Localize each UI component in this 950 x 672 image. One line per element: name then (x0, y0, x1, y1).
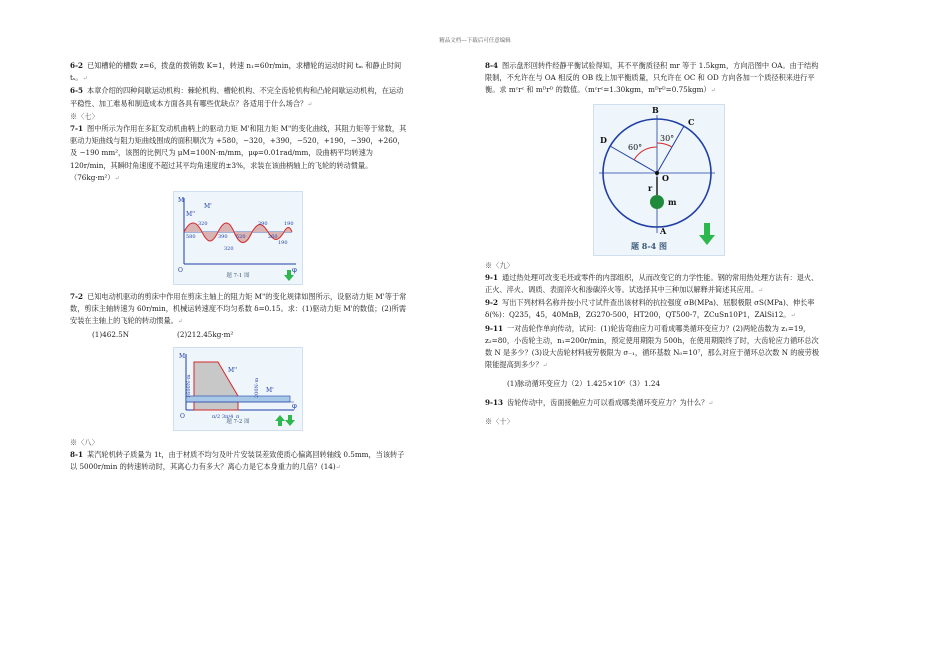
value-mid-1: 580 (186, 234, 196, 241)
tick-pi: π (236, 413, 240, 420)
question-9-11: 9-11 一对齿轮作单向传动，试问：(1)轮齿弯曲应力可看成哪类循环变应力？(2)两轮齿数为 z₁=19，z₂=80，小齿轮主动，n₁=200r/min，预定使用期限为 500h，在使用期限终了时，大齿轮应力循环总次数 N 是多少？(3)设大齿轮材料疲劳极限为 σ₋₁，循环基数 N₀=10⁷，那么对应于循环总次数 N 的疲劳极限能提高到多少？↵ (485, 323, 820, 370)
question-7-2: 7-2 已知电动机驱动的剪床中作用在剪床主轴上的阻力矩 M"的变化规律如图所示，设驱动力矩 M'等于常数，剪床主轴转速为 60r/min，机械运转速度不均匀系数 δ=0.15。求：(1)驱动力矩 M'的数值；(2)所需安装在主轴上的飞轮的转动惯量。↵ (70, 292, 407, 326)
section-10: ※〈十〉 (485, 416, 514, 426)
answer-7-2: (1)462.5N (2)212.45kg·m² (92, 329, 234, 339)
page-header: 精品文档---下载后可任意编辑 (439, 38, 511, 44)
right-column (485, 60, 825, 428)
question-6-5: 6-5 本章介绍的四种间歇运动机构：棘轮机构、槽轮机构、不完全齿轮机构和凸轮间歇运动机构，在运动平稳性、加工难易和制造成本方面各具有哪些优缺点？各适用于什么场合？↵ (70, 86, 404, 108)
label-A: A (660, 225, 667, 236)
label-O: O (662, 172, 669, 183)
value-top-1: 320 (198, 221, 208, 228)
label-m: m (668, 196, 677, 207)
tick-3pi-over-4: 3π/4 (222, 413, 234, 420)
drive-torque-band (186, 396, 290, 402)
axis-label-phi: φ (292, 266, 297, 275)
question-8-1: 8-1 某汽轮机转子质量为 1t，由于材质不均匀及叶片安装误差致使质心偏离回转轴线 0.5mm，当该转子以 5000r/min 的转速转动时，其离心力有多大？离心力是它本身重力的几倍？(14)↵ (70, 450, 405, 472)
label-r: r (648, 182, 653, 193)
figure-7-1-caption: 题 7-1 图 (226, 272, 250, 279)
value-mid-4: 260 (268, 234, 278, 241)
question-9-1: 9-1 通过热处理可改变毛坯或零件的内部组织，从而改变它的力学性能。钢的常用热处理方法有：退火、正火、淬火、调质、表面淬火和渗碳淬火等。试选择其中三种加以解释并简述其应用。↵ (485, 272, 819, 295)
origin-label: O (178, 267, 183, 275)
value-mid-2: 390 (218, 234, 228, 241)
figure-7-2 (173, 347, 303, 431)
question-7-1: 7-1 图中所示为作用在多缸发动机曲柄上的驱动力矩 M'和阻力矩 M"的变化曲线，其阻力矩等于常数，其驱动力矩曲线与阻力矩曲线围成的面积顺次为 +580，−320，+390，−520，+190，−390，+260，及 −190 mm²，该图的比例尺为 μM=100N·m/mm，μφ=0.01rad/mm，设曲柄平均转速为 120r/min，其瞬时角速度不超过其平均角速度的±3%，求装在该曲柄轴上的飞轮的转动惯量。（76kg·m²）↵ (70, 124, 407, 182)
question-9-2: 9-2 写出下列材料名称并按小尺寸试件查出该材料的抗拉强度 σB(MPa)、屈服极限 σS(MPa)、伸长率 δ(%)：Q235，45，40MnB，ZG270-500，HT200，QT500-7，ZCuSn10P1，ZAlSi12。↵ (485, 298, 815, 320)
value-mid-5: 190 (278, 240, 288, 247)
mass-m (650, 195, 664, 209)
origin-label: O (180, 412, 185, 420)
left-column (70, 60, 408, 474)
figure-8-4-svg (594, 105, 724, 255)
figure-7-1 (173, 191, 303, 285)
figure-8-4-caption: 题 8-4 图 (630, 241, 668, 252)
axis-label-phi: φ (292, 401, 297, 410)
tick-pi-over-2: π/2 (212, 413, 221, 420)
section-7: ※〈七〉 (70, 111, 99, 121)
section-8: ※〈八〉 (70, 437, 99, 447)
value-top-3: 190 (284, 221, 294, 228)
label-B: B (652, 104, 659, 115)
label-M-double-prime: M'' (228, 366, 238, 374)
value-mid-3: 520 (236, 234, 246, 241)
label-C: C (688, 116, 695, 127)
label-D: D (600, 134, 607, 145)
axis-label-M: M (179, 352, 186, 360)
label-1600: 1600N·m (186, 374, 192, 398)
answer-9-11: (1)脉动循环变应力（2）1.425×10⁶（3）1.24 (507, 379, 661, 389)
value-top-2: 390 (258, 221, 268, 228)
question-8-4: 8-4 图示盘形回转件经静平衡试验得知，其不平衡质径积 mr 等于 1.5kgm，方向沿图中 OA。由于结构限制，不允许在与 OA 相反的 OB 线上加平衡质量，只允许在 OC 和 OD 方向各加一个质径积来进行平衡。求 mᶜrᶜ 和 mᴰrᴰ 的数值。（mᶜrᶜ=1.30kgm，mᴰrᴰ=0.75kgm）↵ (485, 61, 819, 95)
question-9-13: 9-13 齿轮传动中，齿面接触应力可以看成哪类循环变应力？为什么？↵ (485, 397, 714, 407)
label-200: 200N·m (254, 377, 260, 398)
figure-8-4 (593, 104, 725, 256)
label-M-prime: M' (266, 386, 274, 394)
value-bottom-1: 320 (224, 246, 234, 253)
label-M-prime: M' (204, 203, 212, 211)
figure-7-2-caption: 题 7-2 图 (226, 418, 250, 425)
axis-label-M: M (178, 197, 185, 205)
label-M-double-prime: M'' (186, 211, 196, 219)
angle-30: 30° (660, 133, 675, 143)
section-9: ※〈九〉 (485, 260, 514, 270)
angle-60: 60° (628, 142, 643, 152)
question-6-2: 6-2 已知槽轮的槽数 z=6，拨盘的拨销数 K=1，转速 n₁=60r/min，求槽轮的运动时间 tₘ 和静止时间 tₛ。↵ (70, 61, 402, 83)
